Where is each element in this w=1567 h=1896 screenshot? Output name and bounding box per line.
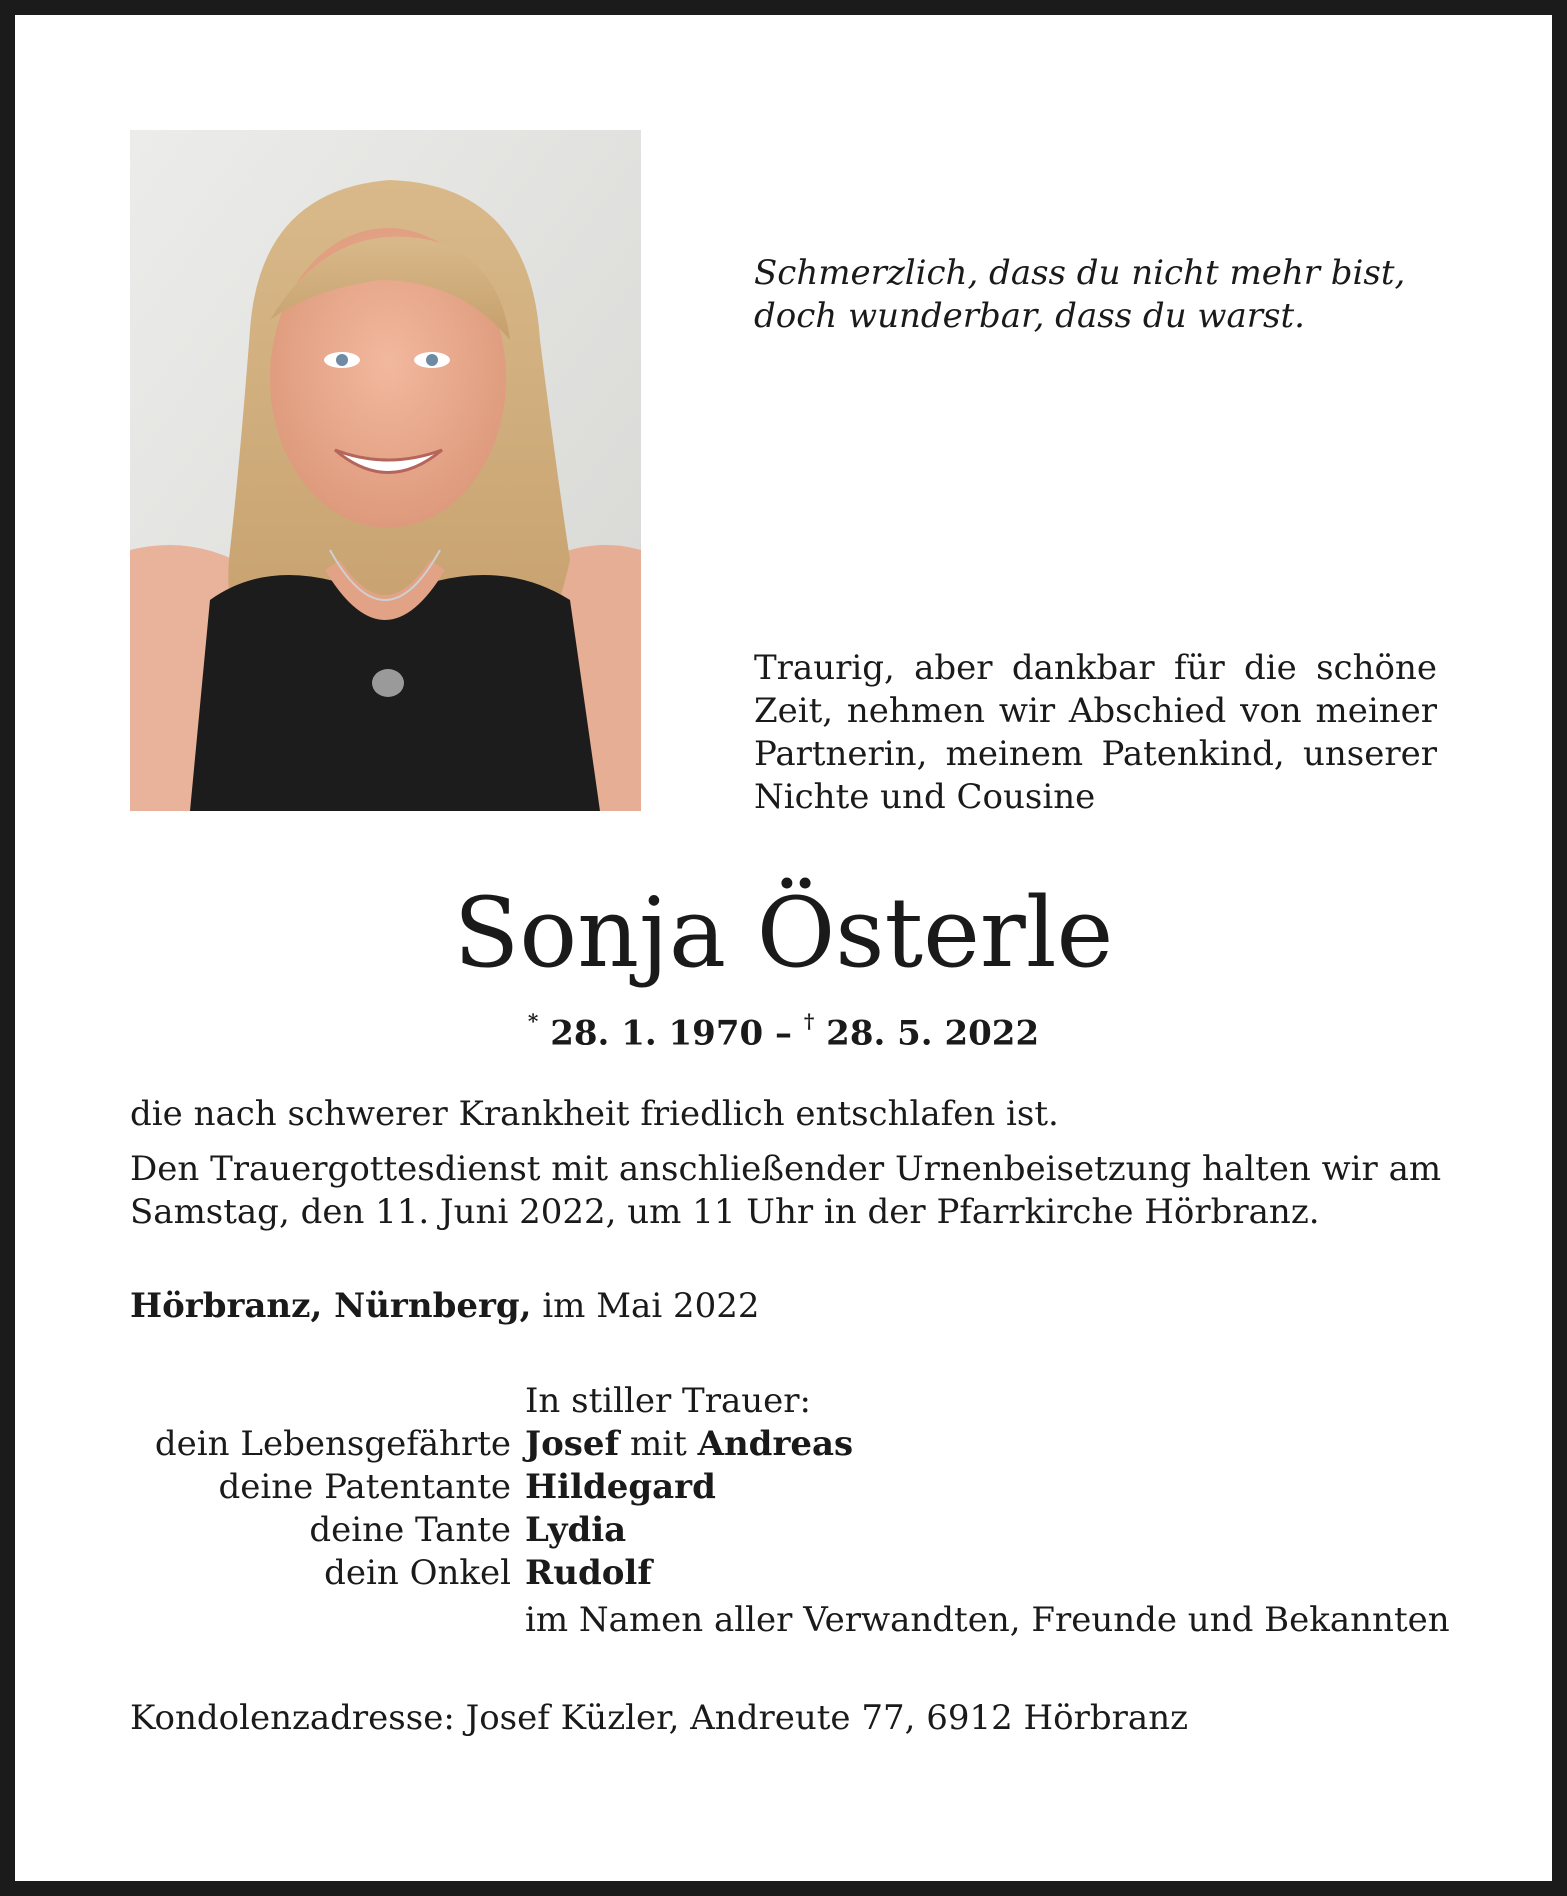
birth-date: 28. 1. 1970: [550, 1013, 764, 1054]
mourner-relation: deine Patentante: [218, 1467, 511, 1507]
memorial-quote: [754, 252, 1474, 338]
mourner-names: [525, 1552, 652, 1595]
farewell-intro: Traurig, aber dankbar für die schöne Zeit, nehmen wir Abschied von meiner Partnerin, meinem Patenkind, unserer Nichte und Cousine: [754, 648, 1437, 817]
death-date: 28. 5. 2022: [826, 1013, 1040, 1054]
mourner-relation: dein Lebensgefährte: [154, 1424, 511, 1464]
service-text: Den Trauergottesdienst mit anschließender Urnenbeisetzung halten wir am Samstag, den 11. Juni 2022, um 11 Uhr in der Pfarrkirche Hörbranz.: [130, 1149, 1442, 1232]
mourner-relation: dein Onkel: [324, 1553, 511, 1593]
mourner-names: [525, 1423, 853, 1466]
mourner-connector: mit: [629, 1424, 687, 1464]
date-separator: –: [775, 1013, 792, 1054]
portrait-illustration: [130, 130, 641, 811]
mourner-names: [525, 1509, 626, 1552]
mourner-names: [525, 1466, 716, 1509]
mourner-name: Hildegard: [525, 1467, 716, 1507]
mourner-name: Rudolf: [525, 1553, 652, 1593]
life-dates: [0, 1003, 1567, 1055]
place-and-date: [130, 1285, 1130, 1328]
quote-line-1: Schmerzlich, dass du nicht mehr bist,: [754, 253, 1406, 293]
mourner-name: Lydia: [525, 1510, 627, 1550]
places: Hörbranz, Nürnberg,: [130, 1286, 532, 1326]
condolence-address: Kondolenzadresse: Josef Küzler, Andreute 77, 6912 Hörbranz: [130, 1698, 1189, 1738]
mourner-name: Josef: [525, 1424, 620, 1464]
deceased-name: Sonja Österle: [453, 877, 1114, 989]
date-text: im Mai 2022: [542, 1286, 760, 1326]
portrait-photo: [130, 130, 641, 811]
mourning-heading: In stiller Trauer:: [525, 1381, 811, 1421]
quote-line-2: doch wunderbar, dass du warst.: [754, 296, 1305, 336]
birth-symbol: *: [527, 1009, 539, 1033]
mourners-closing: im Namen aller Verwandten, Freunde und Bekannten: [525, 1600, 1450, 1640]
death-symbol: †: [803, 1009, 815, 1033]
mourner-relation: deine Tante: [309, 1510, 511, 1550]
passing-text: die nach schwerer Krankheit friedlich entschlafen ist.: [130, 1094, 1059, 1134]
mourner-name-2: Andreas: [697, 1424, 854, 1464]
